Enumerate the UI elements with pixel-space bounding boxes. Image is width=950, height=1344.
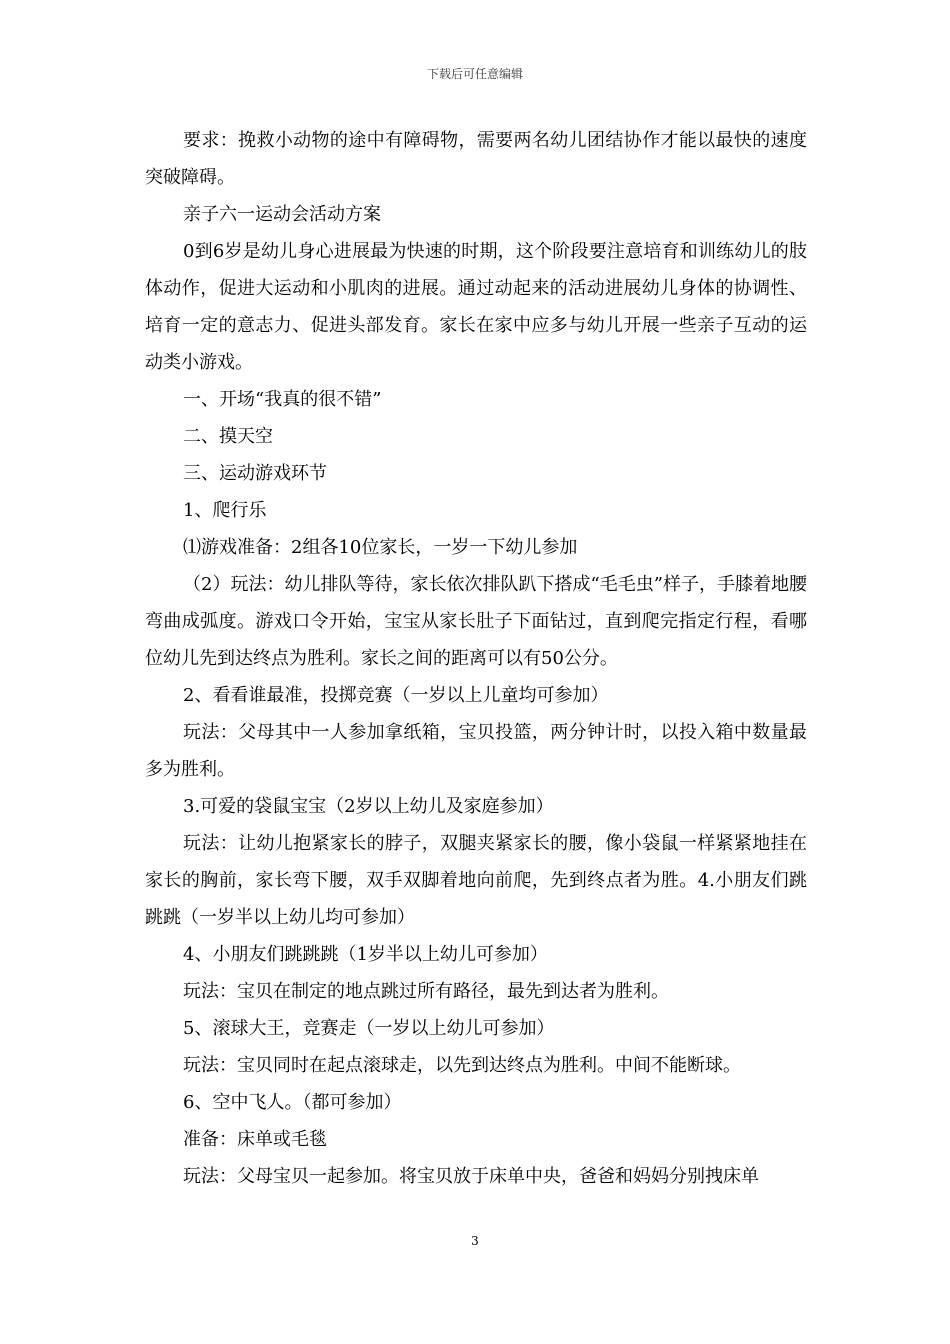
paragraph-game-4-title: 4、小朋友们跳跳跳（1岁半以上幼儿可参加） [183, 944, 548, 965]
paragraph-game-5-rules: 玩法：宝贝同时在起点滚球走，以先到达终点为胜利。中间不能断球。 [183, 1055, 741, 1076]
paragraph-game-2-title: 2、看看谁最准，投掷竞赛（一岁以上儿童均可参加） [183, 685, 609, 706]
paragraph-game-6-prep: 准备：床单或毛毯 [183, 1129, 327, 1150]
paragraph-game-5-title: 5、滚球大王，竞赛走（一岁以上幼儿可参加） [183, 1018, 555, 1039]
page-header: 下载后可任意编辑 [426, 67, 523, 81]
paragraph-section-1: 一、开场“我真的很不错” [183, 389, 382, 410]
paragraph-game-6-title: 6、空中飞人。（都可参加） [183, 1092, 402, 1113]
document-body [145, 122, 807, 1195]
paragraph-requirement: 要求：挽救小动物的途中有障碍物，需要两名幼儿团结协作才能以最快的速度突破障碍。 [145, 130, 807, 188]
paragraph-game-3-rules: 玩法：让幼儿抱紧家长的脖子，双腿夹紧家长的腰，像小袋鼠一样紧紧地挂在家长的胸前，家长弯下腰，双手双脚着地向前爬，先到终点者为胜。4.小朋友们跳跳跳（一岁半以上幼儿均可参加） [145, 833, 807, 928]
page-number: 3 [471, 1234, 479, 1248]
paragraph-game-1-title: 1、爬行乐 [183, 500, 267, 521]
paragraph-game-6-rules: 玩法：父母宝贝一起参加。将宝贝放于床单中央，爸爸和妈妈分别拽床单 [183, 1166, 759, 1187]
paragraph-game-2-rules: 玩法：父母其中一人参加拿纸箱，宝贝投篮，两分钟计时，以投入箱中数量最多为胜利。 [145, 722, 807, 780]
paragraph-game-3-title: 3.可爱的袋鼠宝宝（2岁以上幼儿及家庭参加） [183, 796, 554, 817]
paragraph-game-1-rules: （2）玩法：幼儿排队等待，家长依次排队趴下搭成“毛毛虫”样子，手膝着地腰弯曲成弧度。游戏口令开始，宝宝从家长肚子下面钻过，直到爬完指定行程，看哪位幼儿先到达终点为胜利。家长之间的距离可以有50公分。 [145, 574, 807, 669]
paragraph-intro: 0到6岁是幼儿身心进展最为快速的时期，这个阶段要注意培育和训练幼儿的肢体动作，促进大运动和小肌肉的进展。通过动起来的活动进展幼儿身体的协调性、培育一定的意志力、促进头部发育。家长在家中应多与幼儿开展一些亲子互动的运动类小游戏。 [145, 241, 807, 373]
paragraph-section-2: 二、摸天空 [183, 426, 273, 447]
paragraph-game-1-prep: ⑴游戏准备：2组各10位家长，一岁一下幼儿参加 [183, 537, 578, 558]
paragraph-plan-title: 亲子六一运动会活动方案 [183, 204, 381, 225]
paragraph-game-4-rules: 玩法：宝贝在制定的地点跳过所有路径，最先到达者为胜利。 [183, 981, 669, 1002]
paragraph-section-3: 三、运动游戏环节 [183, 463, 327, 484]
